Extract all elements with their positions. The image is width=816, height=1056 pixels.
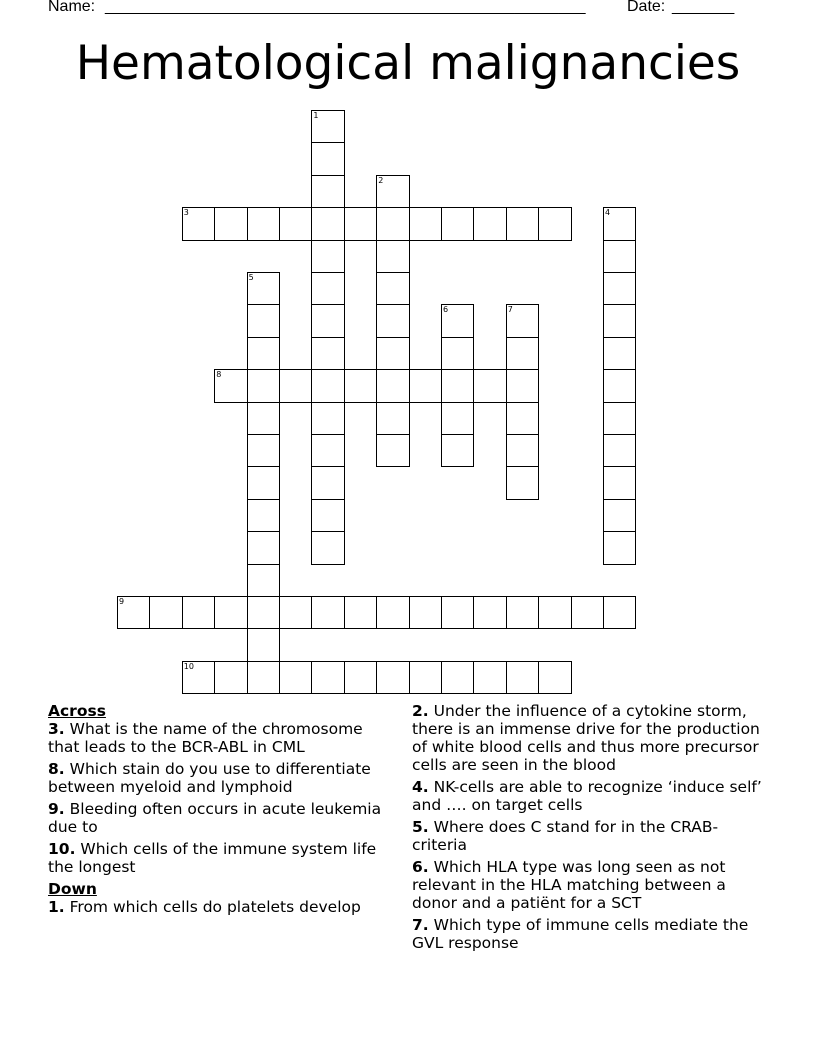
crossword-cell[interactable] <box>247 402 280 435</box>
crossword-cell[interactable] <box>247 304 280 337</box>
crossword-cell[interactable] <box>376 207 409 240</box>
crossword-cell[interactable] <box>409 207 442 240</box>
clue-text: Which cells of the immune system life the longest <box>48 840 377 876</box>
crossword-cell[interactable] <box>603 466 636 499</box>
crossword-cell[interactable] <box>311 207 344 240</box>
clue-across-10 <box>48 840 398 876</box>
clue-text: Which stain do you use to differentiate between myeloid and lymphoid <box>48 760 371 796</box>
name-label: Name: <box>48 0 96 15</box>
crossword-cell[interactable] <box>441 402 474 435</box>
clue-number: 9. <box>48 800 65 818</box>
crossword-cell[interactable] <box>311 596 344 629</box>
clue-across-3 <box>48 720 398 756</box>
name-field[interactable]: ______________________________________________________ <box>105 0 586 15</box>
crossword-cell[interactable] <box>441 661 474 694</box>
clue-text: Under the influence of a cytokine storm, there is an immense drive for the production of white blood cells and thus more precursor cells are seen in the blood <box>412 702 760 774</box>
crossword-cell[interactable] <box>311 499 344 532</box>
crossword-cell[interactable] <box>603 240 636 273</box>
across-heading: Across <box>48 702 106 720</box>
clue-number: 3. <box>48 720 65 738</box>
crossword-cell[interactable] <box>376 661 409 694</box>
crossword-cell[interactable] <box>441 337 474 370</box>
clue-text: NK-cells are able to recognize ‘induce self’ and …. on target cells <box>412 778 762 814</box>
crossword-cell[interactable] <box>441 369 474 402</box>
clue-number-label: 4 <box>605 208 611 218</box>
page-title: Hematological malignancies <box>75 36 741 91</box>
crossword-cell[interactable] <box>344 207 377 240</box>
crossword-cell[interactable] <box>311 531 344 564</box>
crossword-cell[interactable] <box>506 207 539 240</box>
crossword-cell[interactable] <box>571 596 604 629</box>
clue-down-4 <box>412 778 772 814</box>
clue-number-label: 8 <box>216 370 222 380</box>
crossword-cell[interactable] <box>376 272 409 305</box>
clue-number: 5. <box>412 818 429 836</box>
crossword-cell[interactable] <box>409 661 442 694</box>
crossword-cell[interactable] <box>311 369 344 402</box>
crossword-cell[interactable] <box>279 207 312 240</box>
crossword-cell[interactable] <box>247 337 280 370</box>
crossword-cell[interactable] <box>506 304 539 337</box>
clue-text: What is the name of the chromosome that leads to the BCR-ABL in CML <box>48 720 363 756</box>
clue-down-6 <box>412 858 772 912</box>
crossword-cell[interactable] <box>603 272 636 305</box>
crossword-cell[interactable] <box>376 402 409 435</box>
crossword-cell[interactable] <box>311 434 344 467</box>
crossword-cell[interactable] <box>247 499 280 532</box>
clue-number: 10. <box>48 840 76 858</box>
crossword-cell[interactable] <box>506 369 539 402</box>
clue-text: Which HLA type was long seen as not relevant in the HLA matching between a donor and a patiënt for a SCT <box>412 858 726 912</box>
crossword-cell[interactable] <box>247 207 280 240</box>
crossword-cell[interactable] <box>182 596 215 629</box>
crossword-cell[interactable] <box>247 466 280 499</box>
clue-text: Which type of immune cells mediate the GVL response <box>412 916 749 952</box>
crossword-cell[interactable] <box>441 207 474 240</box>
clue-number: 7. <box>412 916 429 934</box>
clue-number: 4. <box>412 778 429 796</box>
clue-across-8 <box>48 760 398 796</box>
clue-down-1 <box>48 898 398 916</box>
crossword-cell[interactable] <box>247 531 280 564</box>
crossword-cell[interactable] <box>311 110 344 143</box>
crossword-cell[interactable] <box>376 304 409 337</box>
crossword-cell[interactable] <box>344 369 377 402</box>
clue-text: From which cells do platelets develop <box>69 898 361 916</box>
crossword-cell[interactable] <box>311 175 344 208</box>
clue-number-label: 3 <box>183 208 189 218</box>
clue-number: 8. <box>48 760 65 778</box>
clue-number-label: 10 <box>183 661 194 671</box>
crossword-cell[interactable] <box>311 402 344 435</box>
crossword-cell[interactable] <box>117 596 150 629</box>
crossword-cell[interactable] <box>311 142 344 175</box>
clue-number: 2. <box>412 702 429 720</box>
crossword-cell[interactable] <box>311 337 344 370</box>
crossword-cell[interactable] <box>603 369 636 402</box>
crossword-cell[interactable] <box>506 596 539 629</box>
crossword-cell[interactable] <box>603 434 636 467</box>
crossword-cell[interactable] <box>538 596 571 629</box>
crossword-cell[interactable] <box>538 207 571 240</box>
clue-number: 1. <box>48 898 65 916</box>
clue-across-9 <box>48 800 398 836</box>
clues-column-left <box>48 702 398 920</box>
crossword-cell[interactable] <box>376 434 409 467</box>
crossword-cell[interactable] <box>409 369 442 402</box>
clue-down-5 <box>412 818 772 854</box>
crossword-cell[interactable] <box>376 596 409 629</box>
crossword-cell[interactable] <box>506 466 539 499</box>
crossword-cell[interactable] <box>311 272 344 305</box>
crossword-cell[interactable] <box>247 564 280 597</box>
crossword-cell[interactable] <box>376 175 409 208</box>
clue-down-7 <box>412 916 772 952</box>
crossword-cell[interactable] <box>506 402 539 435</box>
crossword-cell[interactable] <box>603 531 636 564</box>
crossword-cell[interactable] <box>214 369 247 402</box>
crossword-cell[interactable] <box>506 337 539 370</box>
crossword-cell[interactable] <box>603 304 636 337</box>
crossword-cell[interactable] <box>311 304 344 337</box>
clue-number-label: 6 <box>443 305 449 315</box>
crossword-cell[interactable] <box>603 402 636 435</box>
date-field[interactable]: _______ <box>672 0 735 15</box>
crossword-cell[interactable] <box>247 272 280 305</box>
crossword-cell[interactable] <box>473 596 506 629</box>
crossword-cell[interactable] <box>603 596 636 629</box>
crossword-cell[interactable] <box>603 337 636 370</box>
crossword-cell[interactable] <box>473 661 506 694</box>
crossword-cell[interactable] <box>376 240 409 273</box>
date-label: Date: <box>627 0 666 15</box>
crossword-cell[interactable] <box>214 661 247 694</box>
crossword-cell[interactable] <box>247 369 280 402</box>
crossword-cell[interactable] <box>247 628 280 661</box>
clue-number-label: 5 <box>248 273 254 282</box>
crossword-cell[interactable] <box>344 596 377 629</box>
crossword-cell[interactable] <box>247 661 280 694</box>
crossword-cell[interactable] <box>441 304 474 337</box>
crossword-cell[interactable] <box>441 596 474 629</box>
clue-text: Where does C stand for in the CRAB-criteria <box>412 818 719 854</box>
crossword-cell[interactable] <box>247 596 280 629</box>
crossword-cell[interactable] <box>149 596 182 629</box>
crossword-cell[interactable] <box>214 596 247 629</box>
crossword-cell[interactable] <box>603 207 636 240</box>
crossword-cell[interactable] <box>506 661 539 694</box>
crossword-cell[interactable] <box>506 434 539 467</box>
crossword-cell[interactable] <box>409 596 442 629</box>
clue-number: 6. <box>412 858 429 876</box>
clue-down-2 <box>412 702 772 774</box>
clues-column-right <box>412 702 772 956</box>
crossword-cell[interactable] <box>279 369 312 402</box>
crossword-cell[interactable] <box>603 499 636 532</box>
down-heading: Down <box>48 880 97 898</box>
crossword-cell[interactable] <box>344 661 377 694</box>
crossword-cell[interactable] <box>376 337 409 370</box>
clue-number-label: 7 <box>507 305 513 315</box>
crossword-cell[interactable] <box>182 661 215 694</box>
crossword-cell[interactable] <box>279 661 312 694</box>
crossword-cell[interactable] <box>538 661 571 694</box>
crossword-cell[interactable] <box>279 596 312 629</box>
crossword-cell[interactable] <box>311 661 344 694</box>
crossword-cell[interactable] <box>182 207 215 240</box>
crossword-cell[interactable] <box>311 240 344 273</box>
crossword-cell[interactable] <box>214 207 247 240</box>
crossword-cell[interactable] <box>247 434 280 467</box>
crossword-cell[interactable] <box>441 434 474 467</box>
clue-number-label: 1 <box>313 111 319 120</box>
crossword-cell[interactable] <box>311 466 344 499</box>
clue-number-label: 2 <box>378 175 384 185</box>
crossword-cell[interactable] <box>473 207 506 240</box>
crossword-cell[interactable] <box>376 369 409 402</box>
crossword-cell[interactable] <box>473 369 506 402</box>
clue-text: Bleeding often occurs in acute leukemia due to <box>48 800 382 836</box>
clue-number-label: 9 <box>119 597 125 606</box>
